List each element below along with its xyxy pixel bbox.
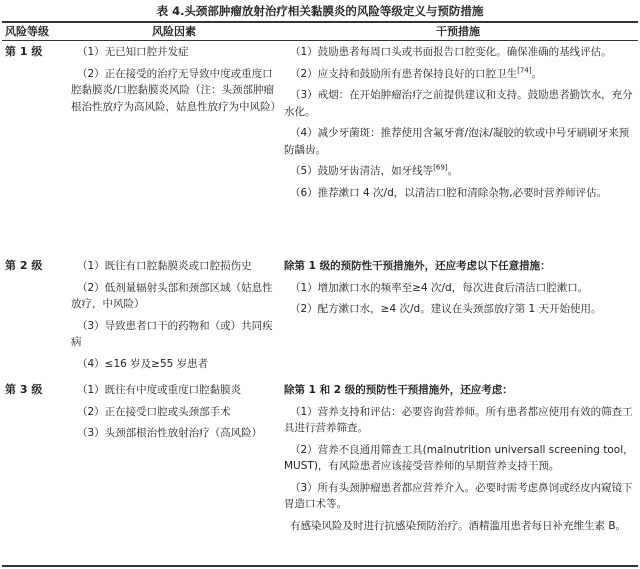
level-label: 第 3 级 xyxy=(5,383,43,396)
intervention-item: 有感染风险及时进行抗感染预防治疗。酒精滥用患者每日补充维生素 B。 xyxy=(290,519,627,532)
intervention-item: （1）营养支持和评估：必要咨询营养师。所有患者都应使用有效的筛查工具进行营养筛查。 xyxy=(284,405,633,434)
header-factors: 风险因素 xyxy=(152,25,196,38)
risk-factors xyxy=(71,258,278,377)
level-label: 第 1 级 xyxy=(5,45,43,58)
risk-factor-item: （2）正在接受口腔或头颈部手术 xyxy=(77,405,231,418)
intervention-item: （2）营养不良通用筛查工具(malnutrition universall screening tool，MUST)，有风险患者应该接受营养师的早期营养支持干预。 xyxy=(284,443,634,472)
intervention-item: （3）戒烟：在开始肿瘤治疗之前提供建议和支持。鼓励患者勤饮水，充分水化。 xyxy=(284,89,633,118)
top-rule xyxy=(2,21,638,23)
risk-factor-item: （3）导致患者口干的药物和（或）共同疾病 xyxy=(71,319,273,348)
risk-factor-item: （1）无已知口腔并发症 xyxy=(77,46,189,58)
citation-ref: [69] xyxy=(433,163,448,172)
bottom-rule xyxy=(2,565,638,567)
risk-factor-item: （1）既往有中度或重度口腔黏膜炎 xyxy=(77,384,242,396)
intervention-item: （1）增加漱口水的频率至≥4 次/d，每次进食后清洁口腔漱口。 xyxy=(290,281,589,294)
risk-factor-item: （3）头颈部根治性放射治疗（高风险） xyxy=(77,427,263,439)
header-rule xyxy=(2,40,638,41)
intervention-item: （3）所有头颈肿瘤患者都应营养介入。必要时需考虑鼻饲或经皮内窥镜下胃造口术等。 xyxy=(284,481,633,510)
intervention-item: （4）减少牙菌斑：推荐使用含氟牙膏/泡沫/凝胶的软或中号牙刷刷牙来预防龋齿。 xyxy=(284,127,630,156)
header-level: 风险等级 xyxy=(5,25,49,38)
risk-factor-item: （2）低剂量辐射头部和颈部区域（姑息性放疗，中风险） xyxy=(71,281,273,310)
risk-factor-item: （1）既往有口腔黏膜炎或口腔损伤史 xyxy=(77,260,252,272)
interventions xyxy=(284,382,635,539)
risk-factors xyxy=(71,382,278,447)
intervention-item: （1）鼓励患者每周口头或书面报告口腔变化。确保准确的基线评估。 xyxy=(290,46,612,58)
interventions xyxy=(284,258,635,323)
table-title: 表 4.头颈部肿瘤放射治疗相关黏膜炎的风险等级定义与预防措施 xyxy=(156,4,484,18)
intervention-item: （5）鼓励牙齿清洁，如牙线等[69]。 xyxy=(290,163,459,177)
header-interventions: 干预措施 xyxy=(436,25,480,38)
level-label: 第 2 级 xyxy=(5,259,43,272)
intervention-item: （2）配方漱口水，≥4 次/d。建议在头颈部放疗第 1 天开始使用。 xyxy=(290,303,602,315)
interventions xyxy=(284,44,635,206)
intervention-lead: 除第 1 级的预防性干预措施外，还应考虑以下任意措施： xyxy=(284,260,551,272)
intervention-item: （2）应支持和鼓励所有患者保持良好的口腔卫生[74]。 xyxy=(290,66,543,80)
risk-factor-item: （4）≤16 岁及≥55 岁患者 xyxy=(77,357,209,370)
intervention-item: （6）推荐漱口 4 次/d，以清洁口腔和清除杂物,必要时营养师评估。 xyxy=(290,186,608,199)
risk-factors xyxy=(71,44,281,120)
citation-ref: [74] xyxy=(517,66,532,74)
risk-factor-item: （2）正在接受的治疗无导致中度或重度口腔黏膜炎/口腔黏膜炎风险（注：头颈部肿瘤根治性放疗为高风险，姑息性放疗为中风险） xyxy=(71,67,281,113)
intervention-lead: 除第 1 和 2 级的预防性干预措施外，还应考虑： xyxy=(284,384,513,396)
